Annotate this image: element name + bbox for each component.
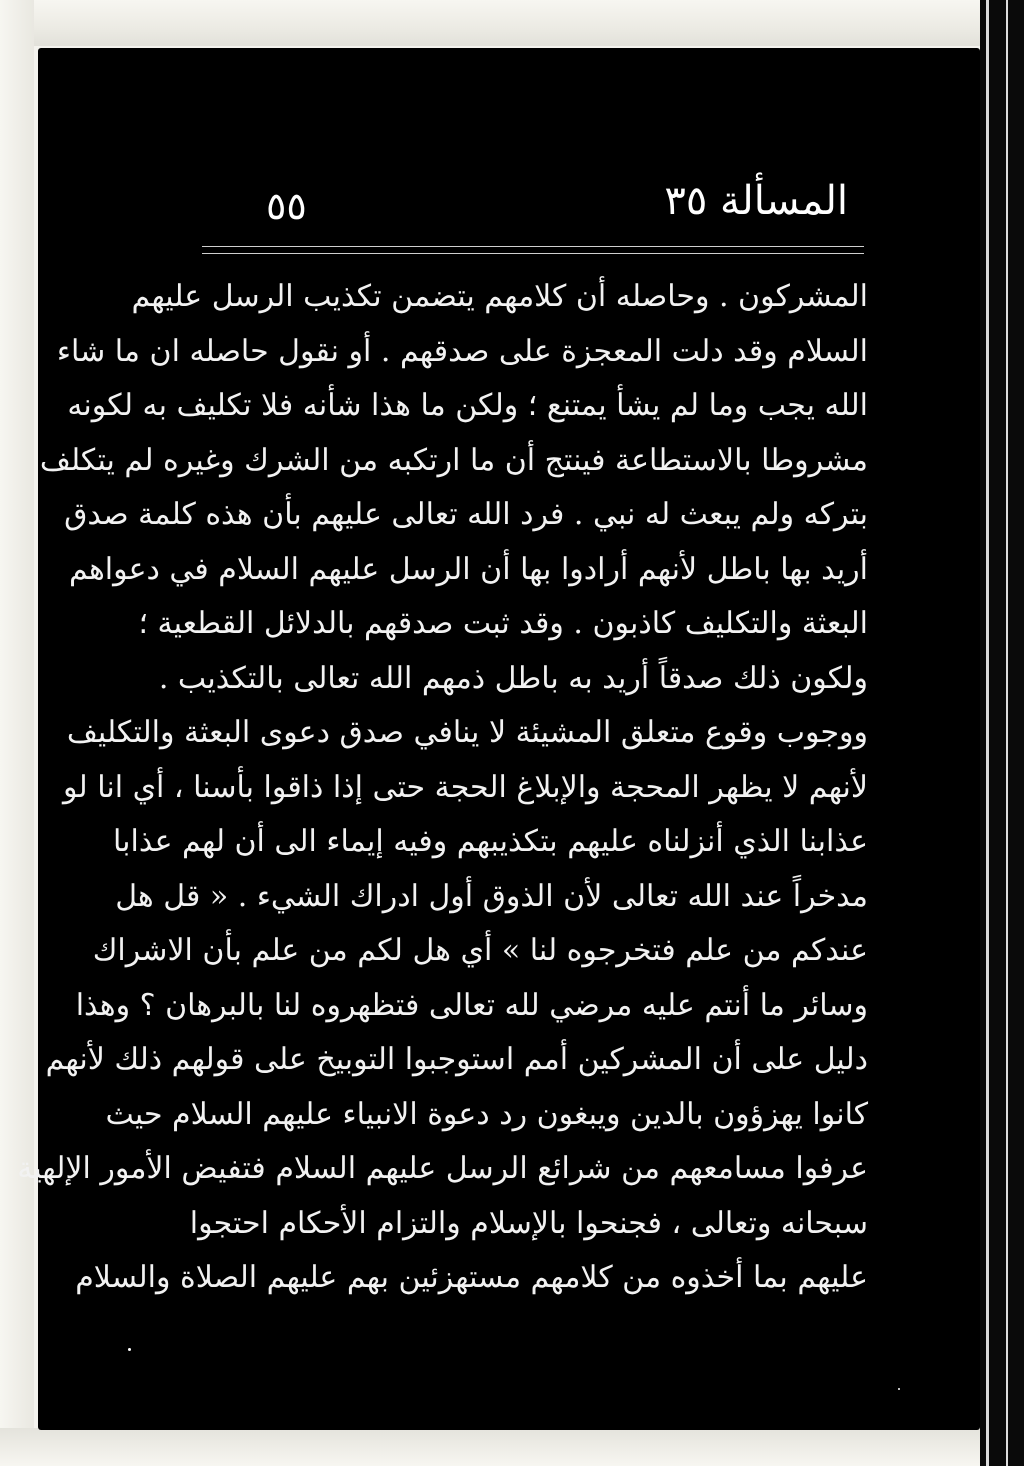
text-line: مدخراً عند الله تعالى لأن الذوق أول ادراك الشيء . « قل هل	[115, 878, 868, 914]
text-line: عرفوا مسامعهم من شرائع الرسل عليهم السلام فتفيض الأمور الإلهية	[17, 1151, 868, 1186]
scan-edge-top	[0, 0, 1024, 46]
text-line: أريد بها باطل لأنهم أرادوا بها أن الرسل عليهم السلام في دعواهم	[69, 551, 868, 587]
text-line: عليهم بما أخذوه من كلامهم مستهزئين بهم عليهم الصلاة والسلام	[75, 1260, 868, 1295]
text-line: بتركه ولم يبعث له نبي . فرد الله تعالى عليهم بأن هذه كلمة صدق	[64, 497, 868, 532]
scan-edge-left	[0, 0, 34, 1466]
scan-speck	[898, 1388, 900, 1390]
page-number: ٥٥	[266, 184, 307, 228]
spine-line	[986, 0, 989, 1466]
scan-edge-bottom	[0, 1428, 1024, 1466]
scan-speck	[128, 1348, 131, 1351]
text-line: البعثة والتكليف كاذبون . وقد ثبت صدقهم بالدلائل القطعية ؛	[138, 606, 868, 641]
section-title: المسألة ٣٥	[664, 178, 848, 224]
page-header	[38, 168, 980, 238]
spine-line	[1006, 0, 1008, 1466]
text-line: عندكم من علم فتخرجوه لنا » أي هل لكم من علم بأن الاشراك	[92, 933, 868, 968]
text-line: لأنهم لا يظهر المحجة والإبلاغ الحجة حتى إذا ذاقوا بأسنا ، أي انا لو	[63, 769, 868, 805]
text-line: ولكون ذلك صدقاً أريد به باطل ذمهم الله تعالى بالتكذيب .	[158, 660, 868, 696]
text-line: دليل على أن المشركين أمم استوجبوا التوبيخ على قولهم ذلك لأنهم	[45, 1042, 868, 1077]
header-rule	[202, 253, 864, 254]
text-line: عذابنا الذي أنزلناه عليهم بتكذيبهم وفيه إيماء الى أن لهم عذابا	[113, 824, 868, 859]
text-line: الله يجب وما لم يشأ يمتنع ؛ ولكن ما هذا شأنه فلا تكليف به لكونه	[67, 388, 868, 423]
text-line: كانوا يهزؤون بالدين ويبغون رد دعوة الانبياء عليهم السلام حيث	[105, 1096, 868, 1132]
text-line: وسائر ما أنتم عليه مرضي لله تعالى فتظهروه لنا بالبرهان ؟ وهذا	[75, 987, 868, 1023]
text-line: المشركون . وحاصله أن كلامهم يتضمن تكذيب الرسل عليهم	[131, 279, 868, 314]
text-line: ووجوب وقوع متعلق المشيئة لا ينافي صدق دعوى البعثة والتكليف	[66, 715, 868, 750]
header-rule	[202, 246, 864, 247]
body-text	[17, 270, 868, 1306]
text-line: مشروطا بالاستطاعة فينتج أن ما ارتكبه من الشرك وغيره لم يتكلف	[39, 442, 868, 478]
text-line: سبحانه وتعالى ، فجنحوا بالإسلام والتزام الأحكام احتجوا	[189, 1205, 868, 1241]
text-line: السلام وقد دلت المعجزة على صدقهم . أو نقول حاصله ان ما شاء	[56, 333, 868, 369]
book-spine	[980, 0, 1024, 1466]
book-page	[17, 48, 980, 1430]
